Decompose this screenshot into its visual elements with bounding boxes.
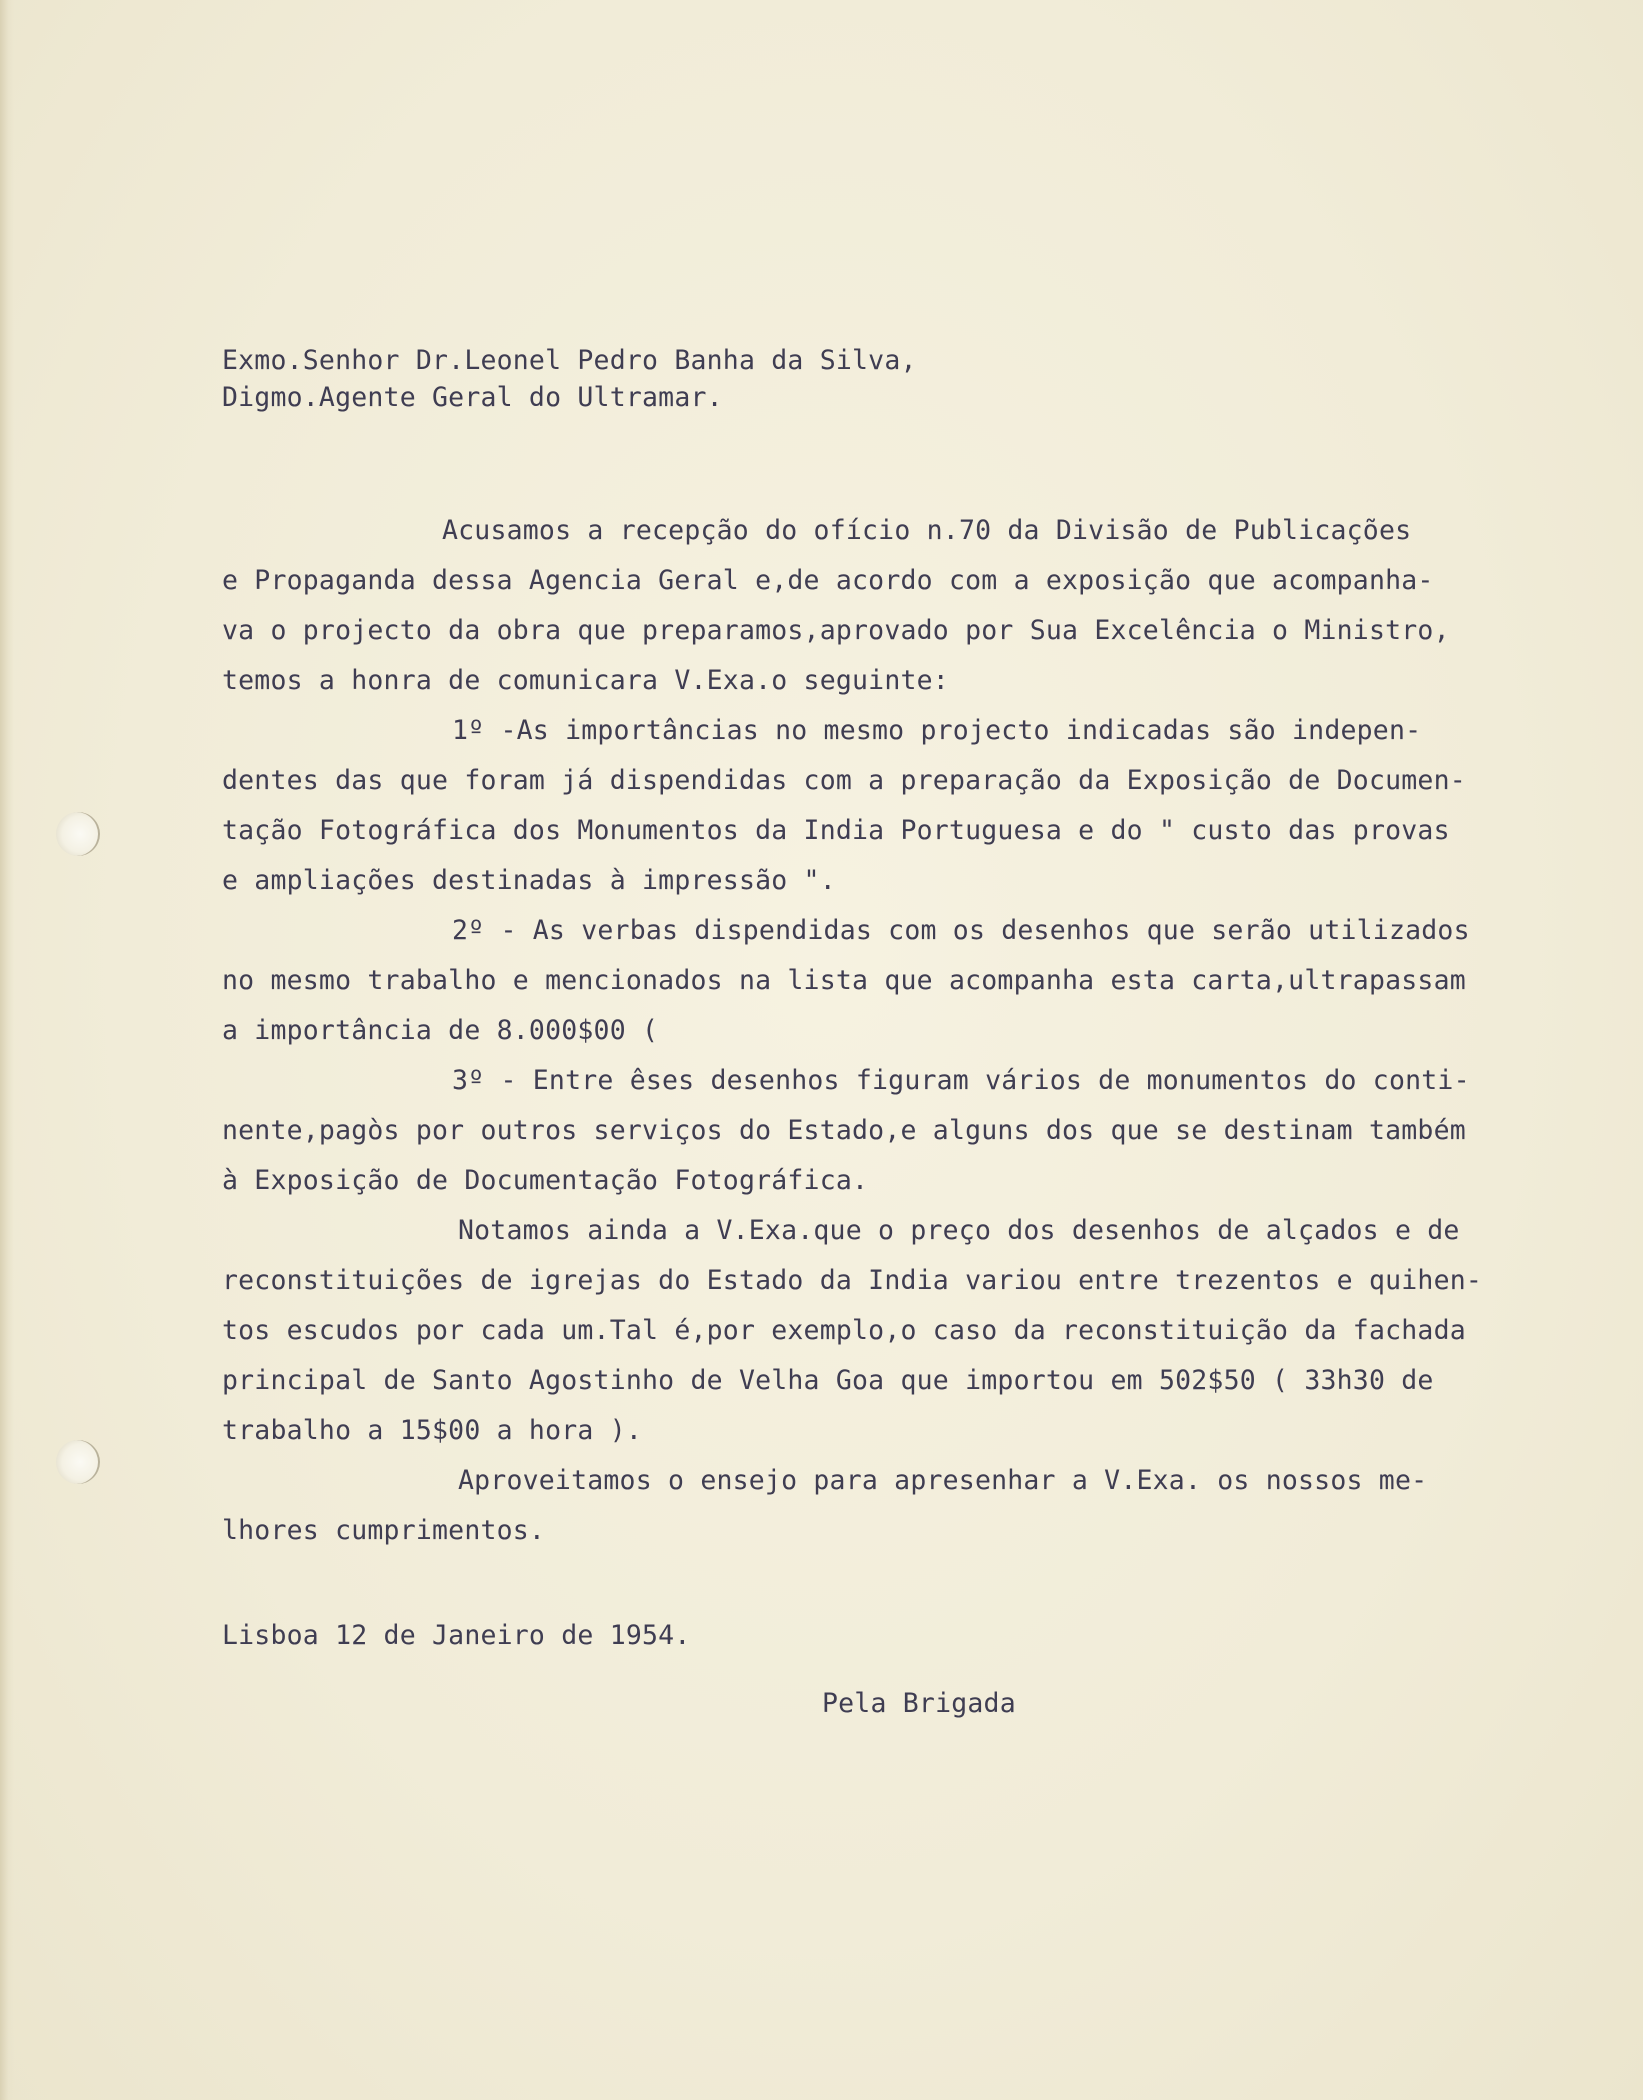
body-line: a importância de 8.000$00 ( [222, 1015, 659, 1046]
body-line: à Exposição de Documentação Fotográfica. [222, 1165, 869, 1196]
date-line: Lisboa 12 de Janeiro de 1954. [222, 1620, 691, 1651]
body-line: no mesmo trabalho e mencionados na lista que acompanha esta carta,ultrapassam [222, 965, 1466, 996]
body-line: reconstituições de igrejas do Estado da India variou entre trezentos e quihen- [222, 1265, 1483, 1296]
body-line: e ampliações destinadas à impressão ". [222, 865, 836, 896]
body-line: va o projecto da obra que preparamos,aprovado por Sua Excelência o Ministro, [222, 615, 1450, 646]
body-line: lhores cumprimentos. [222, 1515, 546, 1546]
body-line: nente,pagòs por outros serviços do Estado,e alguns dos que se destinam também [222, 1115, 1466, 1146]
body-line: temos a honra de comunicara V.Exa.o seguinte: [222, 665, 949, 696]
addressee-line: Digmo.Agente Geral do Ultramar. [222, 382, 723, 413]
body-line: 3º - Entre êses desenhos figuram vários de monumentos do conti- [452, 1065, 1470, 1096]
body-line: trabalho a 15$00 a hora ). [222, 1415, 643, 1446]
body-line: dentes das que foram já dispendidas com a preparação da Exposição de Documen- [222, 765, 1466, 796]
addressee-line: Exmo.Senhor Dr.Leonel Pedro Banha da Silva, [222, 345, 917, 376]
signature-line: Pela Brigada [822, 1688, 1016, 1719]
body-line: e Propaganda dessa Agencia Geral e,de acordo com a exposição que acompanha- [222, 565, 1434, 596]
punch-hole [56, 1440, 100, 1484]
body-line: 1º -As importâncias no mesmo projecto indicadas são indepen- [452, 715, 1422, 746]
body-line: Notamos ainda a V.Exa.que o preço dos desenhos de alçados e de [458, 1215, 1460, 1246]
body-line: tação Fotográfica dos Monumentos da India Portuguesa e do " custo das provas [222, 815, 1450, 846]
body-line: Aproveitamos o ensejo para apresenhar a V.Exa. os nossos me- [458, 1465, 1428, 1496]
body-line: Acusamos a recepção do ofício n.70 da Divisão de Publicações [442, 515, 1412, 546]
body-line: tos escudos por cada um.Tal é,por exemplo,o caso da reconstituição da fachada [222, 1315, 1466, 1346]
body-line: 2º - As verbas dispendidas com os desenhos que serão utilizados [452, 915, 1470, 946]
body-line: principal de Santo Agostinho de Velha Goa que importou em 502$50 ( 33h30 de [222, 1365, 1434, 1396]
